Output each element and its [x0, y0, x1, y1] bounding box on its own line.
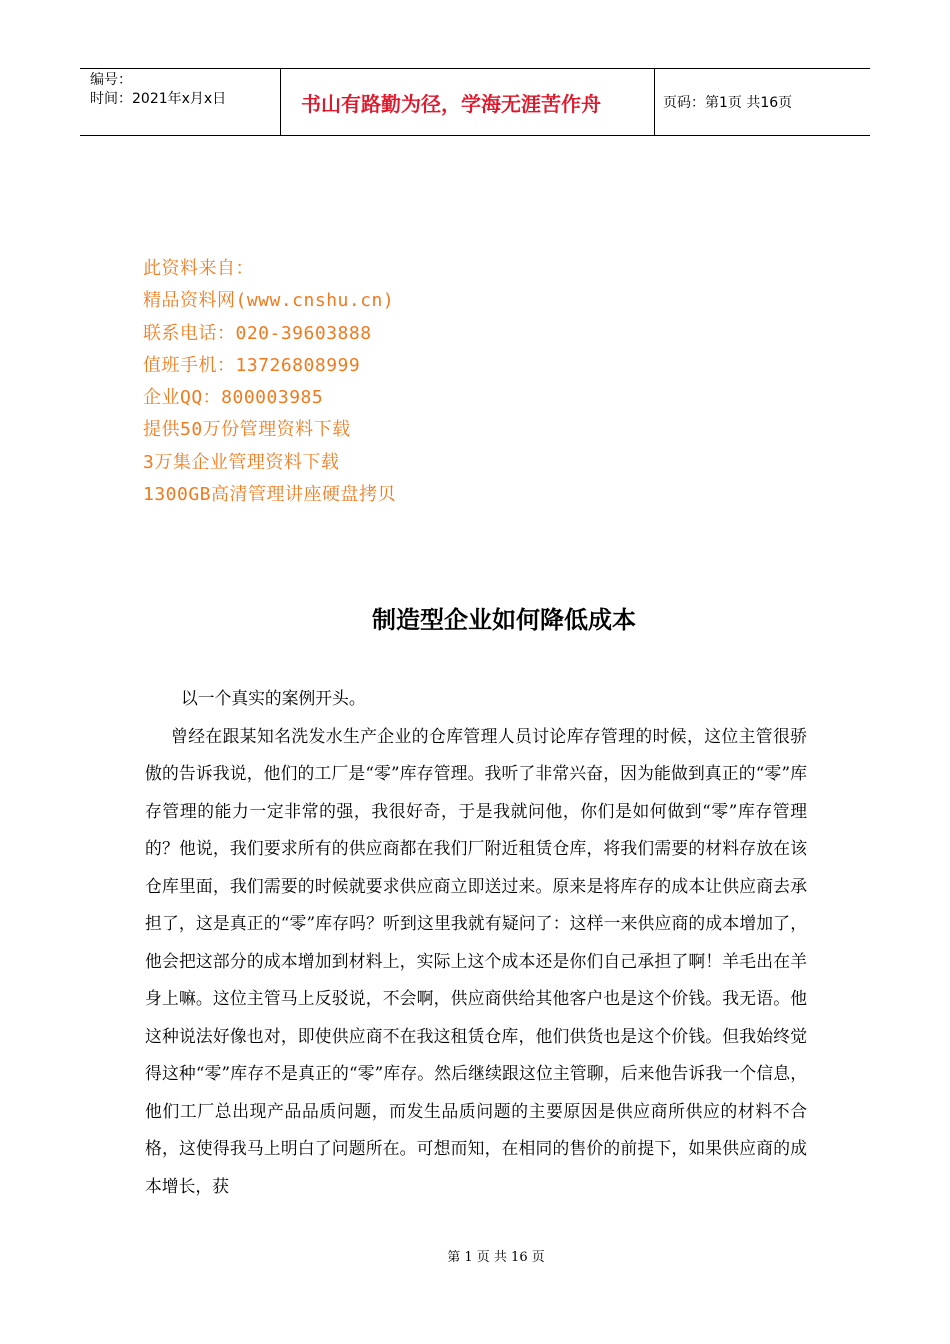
- page-footer: 第 1 页 共 16 页: [447, 1250, 545, 1265]
- source-line: 联系电话：020-39603888: [143, 322, 372, 344]
- number-label: 编号：: [90, 72, 132, 88]
- paragraph: 曾经在跟某知名洗发水生产企业的仓库管理人员讨论库存管理的时候，这位主管很骄傲的告诉我说，他们的工厂是“零”库存管理。我听了非常兴奋，因为能做到真正的“零”库存管理的能力一定非常的强，我很好奇，于是我就问他，你们是如何做到“零”库存管理的？他说，我们要求所有的供应商都在我们厂附近租赁仓库，将我们需要的材料存放在该仓库里面，我们需要的时候就要求供应商立即送过来。原来是将库存的成本让供应商去承担了，这是真正的“零”库存吗？听到这里我就有疑问了：这样一来供应商的成本增加了，他会把这部分的成本增加到材料上，实际上这个成本还是你们自己承担了啊！羊毛出在羊身上嘛。这位主管马上反驳说，不会啊，供应商供给其他客户也是这个价钱。我无语。他这种说法好像也对，即使供应商不在我这租赁仓库，他们供货也是这个价钱。但我始终觉得这种“零”库存不是真正的“零”库存。然后继续跟这位主管聊，后来他告诉我一个信息，他们工厂总出现产品品质问题，而发生品质问题的主要原因是供应商所供应的材料不合格，这使得我马上明白了问题所在。可想而知，在相同的售价的前提下，如果供应商的成本增长，获: [145, 725, 807, 1196]
- document-body: [145, 680, 807, 1205]
- source-line: 提供50万份管理资料下载: [143, 419, 351, 441]
- source-info-block: [143, 253, 396, 511]
- source-line: 3万集企业管理资料下载: [143, 451, 340, 473]
- source-line: 1300GB高清管理讲座硬盘拷贝: [143, 484, 397, 506]
- document-title: 制造型企业如何降低成本: [372, 606, 636, 634]
- source-line: 精品资料网(www.cnshu.cn): [143, 290, 395, 312]
- header-meta: [80, 69, 281, 135]
- header-page-info: 页码：第1页 共16页: [663, 95, 793, 111]
- source-line: 此资料来自：: [143, 258, 254, 279]
- time-label: 时间：2021年x月x日: [90, 91, 227, 107]
- document-header: [80, 68, 870, 136]
- source-line: 值班手机：13726808999: [143, 354, 361, 376]
- paragraph: 以一个真实的案例开头。: [181, 688, 366, 708]
- source-line: 企业QQ：800003985: [143, 387, 324, 409]
- header-motto: 书山有路勤为径，学海无涯苦作舟: [281, 69, 655, 135]
